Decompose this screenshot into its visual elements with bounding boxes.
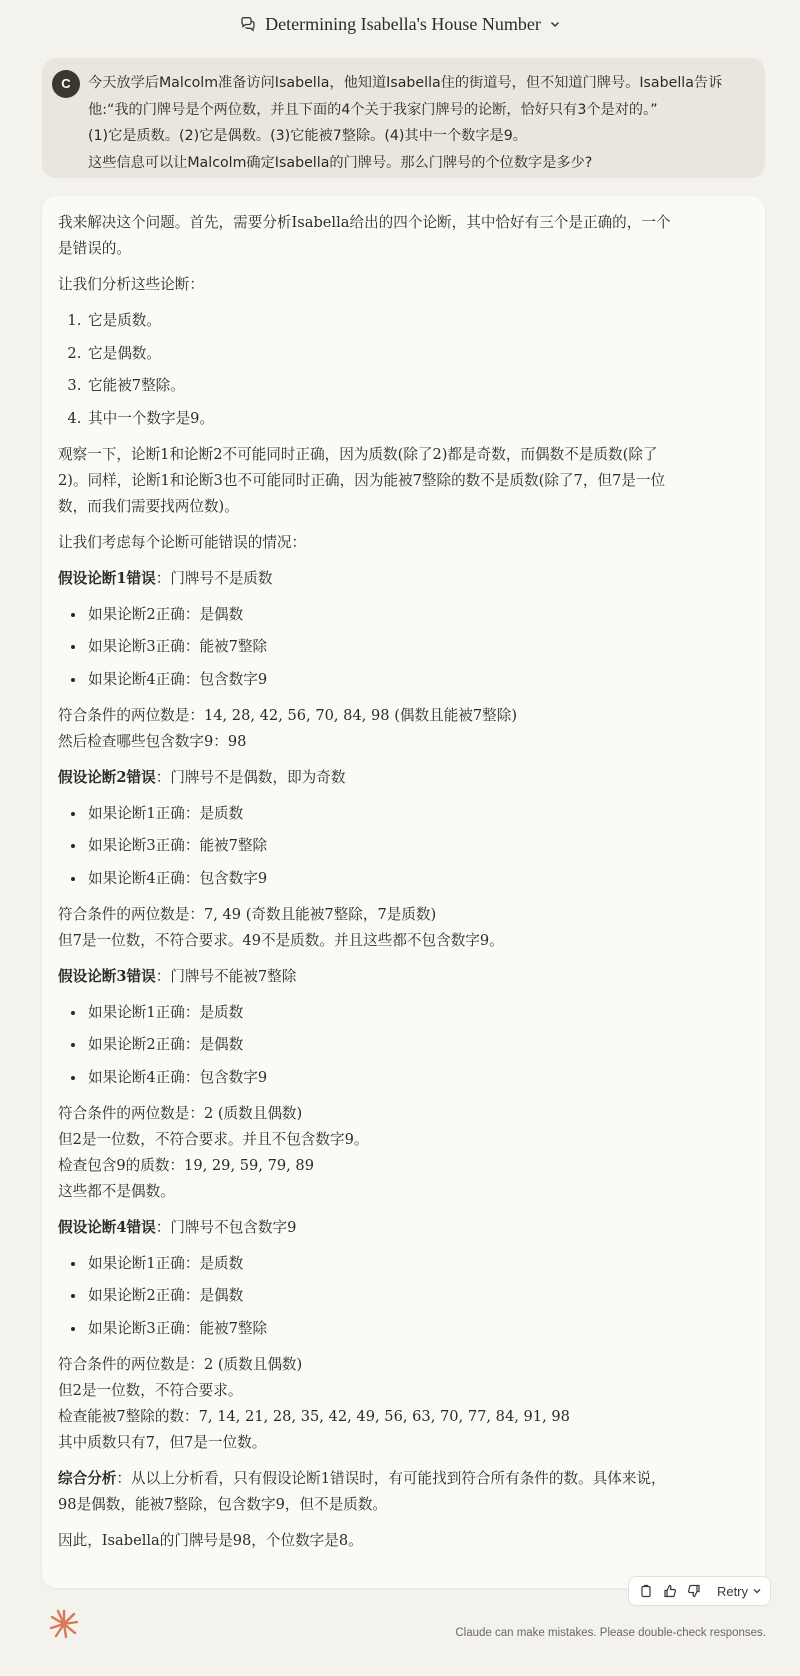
user-avatar: C (52, 70, 80, 98)
user-message (42, 58, 765, 178)
chevron-down-icon (752, 1584, 762, 1599)
user-message-line: (1)它是质数。(2)它是偶数。(3)它能被7整除。(4)其中一个数字是9。 (88, 128, 527, 144)
list-item: • 如果论断1正确：是质数 (86, 801, 745, 827)
chat-bubbles-icon (239, 15, 257, 33)
claude-logo-icon (48, 1608, 80, 1640)
case-1-list (58, 602, 745, 693)
list-item: • 如果论断3正确：能被7整除 (86, 1316, 745, 1342)
list-item: • 如果论断2正确：是偶数 (86, 602, 745, 628)
list-item: • 如果论断1正确：是质数 (86, 1000, 745, 1026)
message-actions (628, 1576, 771, 1606)
list-item: 2. 它是偶数。 (86, 341, 745, 367)
thumbs-down-icon[interactable] (685, 1582, 703, 1600)
case-2-list (58, 801, 745, 892)
user-message-line: 他:“我的门牌号是个两位数，并且下面的4个关于我家门牌号的论断，恰好只有3个是对的。” (88, 101, 658, 118)
conversation-title-button[interactable] (0, 0, 800, 48)
analyze-heading: 让我们分析这些论断： (58, 276, 204, 293)
retry-button[interactable] (717, 1584, 762, 1599)
case-2-heading: 假设论断2错误：门牌号不是偶数，即为奇数 (58, 768, 346, 786)
case-3-list (58, 1000, 745, 1091)
conversation-title: Determining Isabella's House Number (265, 13, 541, 34)
assistant-message (42, 196, 765, 1588)
list-item: • 如果论断2正确：是偶数 (86, 1283, 745, 1309)
intro-paragraph: 我来解决这个问题。首先，需要分析Isabella给出的四个论断，其中恰好有三个是正确的，一个 是错误的。 (58, 214, 671, 257)
claims-list (58, 308, 745, 432)
case-3-result: 符合条件的两位数是：2 (质数且偶数) 但2是一位数，不符合要求。并且不包含数字9。 检查包含9的质数：19, 29, 59, 79, 89 这些都不是偶数。 (58, 1104, 369, 1200)
case-2-result: 符合条件的两位数是：7, 49 (奇数且能被7整除，7是质数) 但7是一位数，不符合要求。49不是质数。并且这些都不包含数字9。 (58, 905, 504, 949)
list-item: 1. 它是质数。 (86, 308, 745, 334)
retry-label: Retry (716, 1583, 749, 1599)
disclaimer-text: Claude can make mistakes. Please double-check responses. (455, 1627, 766, 1639)
copy-icon[interactable] (637, 1582, 655, 1600)
list-item: • 如果论断1正确：是质数 (86, 1251, 745, 1277)
list-item: • 如果论断2正确：是偶数 (86, 1032, 745, 1058)
list-item: • 如果论断4正确：包含数字9 (86, 866, 745, 892)
list-item: 3. 它能被7整除。 (86, 373, 745, 399)
observation-paragraph: 观察一下，论断1和论断2不可能同时正确，因为质数(除了2)都是奇数，而偶数不是质数(除了 2)。同样，论断1和论断3也不可能同时正确，因为能被7整除的数不是质数(除了7，但7是一位 数，而我们需要找两位数)。 (58, 445, 666, 515)
chevron-down-icon (549, 18, 561, 30)
case-4-heading: 假设论断4错误：门牌号不包含数字9 (58, 1218, 297, 1236)
conclusion-paragraph: 因此，Isabella的门牌号是98，个位数字是8。 (58, 1531, 363, 1549)
thumbs-up-icon[interactable] (661, 1582, 679, 1600)
consider-heading: 让我们考虑每个论断可能错误的情况： (58, 533, 307, 551)
case-4-result: 符合条件的两位数是：2 (质数且偶数) 但2是一位数，不符合要求。 检查能被7整除的数：7, 14, 21, 28, 35, 42, 49, 56, 63, 70, 77, 84, 91, 98 其中质数只有7，但7是一位数。 (58, 1355, 570, 1451)
list-item: • 如果论断3正确：能被7整除 (86, 634, 745, 660)
list-item: • 如果论断4正确：包含数字9 (86, 1065, 745, 1091)
case-3-heading: 假设论断3错误：门牌号不能被7整除 (58, 967, 297, 985)
list-item: • 如果论断4正确：包含数字9 (86, 667, 745, 693)
user-message-line: 这些信息可以让Malcolm确定Isabella的门牌号。那么门牌号的个位数字是多少? (88, 154, 593, 171)
list-item: 4. 其中一个数字是9。 (86, 406, 745, 432)
user-message-line: 今天放学后Malcolm准备访问Isabella，他知道Isabella住的街道号，但不知道门牌号。Isabella告诉 (88, 75, 723, 91)
list-item: • 如果论断3正确：能被7整除 (86, 833, 745, 859)
case-1-heading: 假设论断1错误：门牌号不是质数 (58, 569, 273, 587)
case-4-list (58, 1251, 745, 1342)
summary-paragraph: 综合分析：从以上分析看，只有假设论断1错误时，有可能找到符合所有条件的数。具体来说， 98是偶数，能被7整除，包含数字9，但不是质数。 (58, 1469, 666, 1513)
case-1-result: 符合条件的两位数是：14, 28, 42, 56, 70, 84, 98 (偶数且能被7整除) 然后检查哪些包含数字9：98 (58, 706, 518, 750)
